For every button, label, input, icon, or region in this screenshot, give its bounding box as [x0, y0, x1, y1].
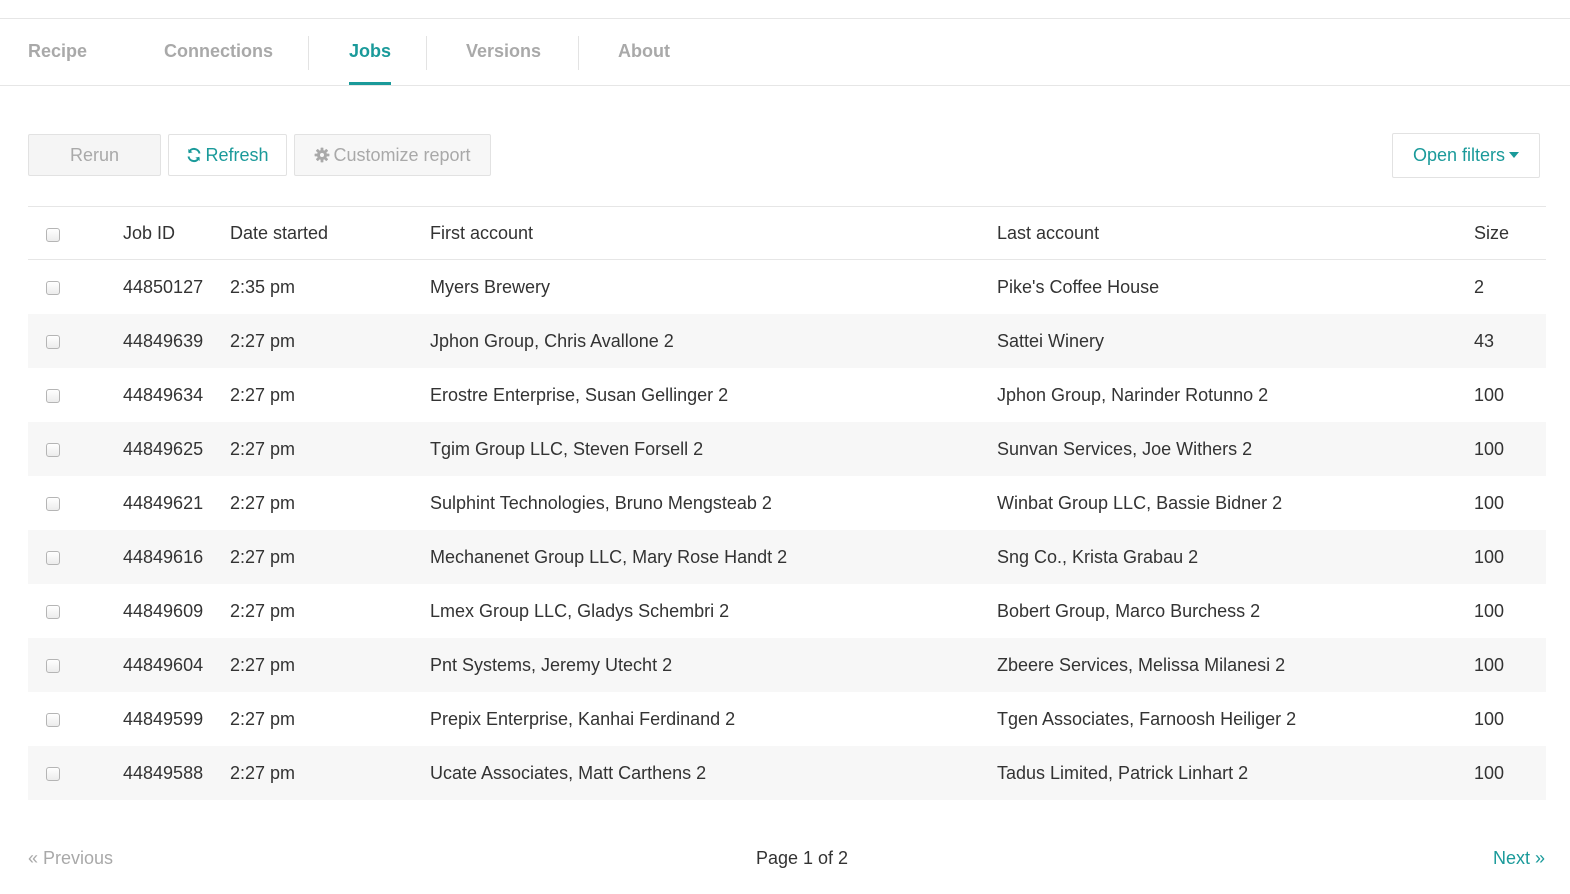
table-row[interactable] — [28, 368, 1546, 422]
date-started: 2:27 pm — [230, 439, 296, 459]
last-account: Pike's Coffee House — [997, 277, 1160, 297]
last-account: Sattei Winery — [997, 331, 1105, 351]
job-id: 44849609 — [123, 601, 204, 621]
row-checkbox[interactable] — [46, 767, 60, 781]
date-started: 2:27 pm — [230, 655, 296, 675]
job-id: 44849604 — [123, 655, 204, 675]
last-account: Winbat Group LLC, Bassie Bidner 2 — [997, 493, 1283, 513]
first-account: Prepix Enterprise, Kanhai Ferdinand 2 — [430, 709, 736, 729]
refresh-button[interactable] — [168, 134, 287, 176]
last-account: Bobert Group, Marco Burchess 2 — [997, 601, 1261, 621]
first-account: Sulphint Technologies, Bruno Mengsteab 2 — [430, 493, 772, 513]
customize-report-button[interactable] — [294, 134, 491, 176]
job-id: 44849599 — [123, 709, 204, 729]
first-account: Mechanenet Group LLC, Mary Rose Handt 2 — [430, 547, 788, 567]
open-filters-label: Open filters — [1412, 145, 1506, 165]
first-account: Erostre Enterprise, Susan Gellinger 2 — [430, 385, 729, 405]
last-account: Tadus Limited, Patrick Linhart 2 — [997, 763, 1249, 783]
job-size: 100 — [1474, 547, 1505, 567]
date-started: 2:27 pm — [230, 493, 296, 513]
job-id: 44849625 — [123, 439, 204, 459]
column-header-last-account[interactable]: Last account — [997, 223, 1100, 243]
date-started: 2:27 pm — [230, 331, 296, 351]
row-checkbox[interactable] — [46, 713, 60, 727]
job-id: 44849616 — [123, 547, 204, 567]
table-row[interactable] — [28, 530, 1546, 584]
gear-icon — [314, 147, 330, 163]
job-id: 44849588 — [123, 763, 204, 783]
first-account: Lmex Group LLC, Gladys Schembri 2 — [430, 601, 730, 621]
last-account: Sng Co., Krista Grabau 2 — [997, 547, 1199, 567]
first-account: Jphon Group, Chris Avallone 2 — [430, 331, 674, 351]
next-page-link[interactable]: Next » — [1492, 848, 1545, 868]
tab-bar — [0, 19, 1570, 86]
first-account: Tgim Group LLC, Steven Forsell 2 — [430, 439, 704, 459]
tab-about[interactable]: About — [618, 41, 670, 61]
date-started: 2:27 pm — [230, 547, 296, 567]
job-size: 100 — [1474, 709, 1505, 729]
job-size: 100 — [1474, 439, 1505, 459]
select-all-checkbox[interactable] — [46, 228, 60, 242]
tab-recipe[interactable]: Recipe — [28, 41, 88, 61]
previous-page-link[interactable]: « Previous — [28, 848, 114, 868]
column-header-size[interactable]: Size — [1474, 223, 1510, 243]
refresh-icon — [186, 147, 202, 163]
date-started: 2:27 pm — [230, 385, 296, 405]
job-size: 43 — [1474, 331, 1495, 351]
table-row[interactable] — [28, 422, 1546, 476]
job-id: 44849621 — [123, 493, 204, 513]
first-account: Ucate Associates, Matt Carthens 2 — [430, 763, 707, 783]
date-started: 2:27 pm — [230, 709, 296, 729]
table-header — [28, 207, 1546, 260]
table-row[interactable] — [28, 638, 1546, 692]
job-id: 44849634 — [123, 385, 204, 405]
tab-jobs[interactable]: Jobs — [349, 19, 391, 85]
column-header-date-started[interactable]: Date started — [230, 223, 329, 243]
table-row[interactable] — [28, 314, 1546, 368]
date-started: 2:27 pm — [230, 763, 296, 783]
row-checkbox[interactable] — [46, 659, 60, 673]
rerun-label: Rerun — [69, 145, 120, 165]
table-row[interactable] — [28, 476, 1546, 530]
row-checkbox[interactable] — [46, 605, 60, 619]
job-id: 44849639 — [123, 331, 204, 351]
table-row[interactable] — [28, 746, 1546, 800]
refresh-label: Refresh — [205, 145, 269, 165]
tab-versions[interactable]: Versions — [466, 41, 542, 61]
tab-separator — [308, 36, 309, 70]
open-filters-button[interactable] — [1392, 133, 1540, 178]
date-started: 2:35 pm — [230, 277, 296, 297]
column-header-first-account[interactable]: First account — [430, 223, 534, 243]
job-size: 100 — [1474, 493, 1505, 513]
tab-connections[interactable]: Connections — [164, 41, 274, 61]
last-account: Jphon Group, Narinder Rotunno 2 — [997, 385, 1269, 405]
jobs-table — [28, 206, 1546, 800]
job-size: 2 — [1474, 277, 1485, 297]
customize-report-label: Customize report — [333, 145, 471, 165]
last-account: Zbeere Services, Melissa Milanesi 2 — [997, 655, 1286, 675]
last-account: Sunvan Services, Joe Withers 2 — [997, 439, 1253, 459]
table-row[interactable] — [28, 260, 1546, 314]
row-checkbox[interactable] — [46, 389, 60, 403]
row-checkbox[interactable] — [46, 443, 60, 457]
table-row[interactable] — [28, 584, 1546, 638]
row-checkbox[interactable] — [46, 497, 60, 511]
table-row[interactable] — [28, 692, 1546, 746]
job-size: 100 — [1474, 763, 1505, 783]
row-checkbox[interactable] — [46, 551, 60, 565]
rerun-button[interactable] — [28, 134, 161, 176]
last-account: Tgen Associates, Farnoosh Heiliger 2 — [997, 709, 1297, 729]
first-account: Myers Brewery — [430, 277, 551, 297]
job-size: 100 — [1474, 601, 1505, 621]
job-size: 100 — [1474, 385, 1505, 405]
caret-down-icon — [1509, 152, 1519, 158]
tab-separator — [426, 36, 427, 70]
job-size: 100 — [1474, 655, 1505, 675]
job-id: 44850127 — [123, 277, 204, 297]
first-account: Pnt Systems, Jeremy Utecht 2 — [430, 655, 673, 675]
tab-separator — [578, 36, 579, 70]
date-started: 2:27 pm — [230, 601, 296, 621]
page-info: Page 1 of 2 — [755, 848, 849, 868]
row-checkbox[interactable] — [46, 281, 60, 295]
column-header-job-id[interactable]: Job ID — [123, 223, 176, 243]
row-checkbox[interactable] — [46, 335, 60, 349]
